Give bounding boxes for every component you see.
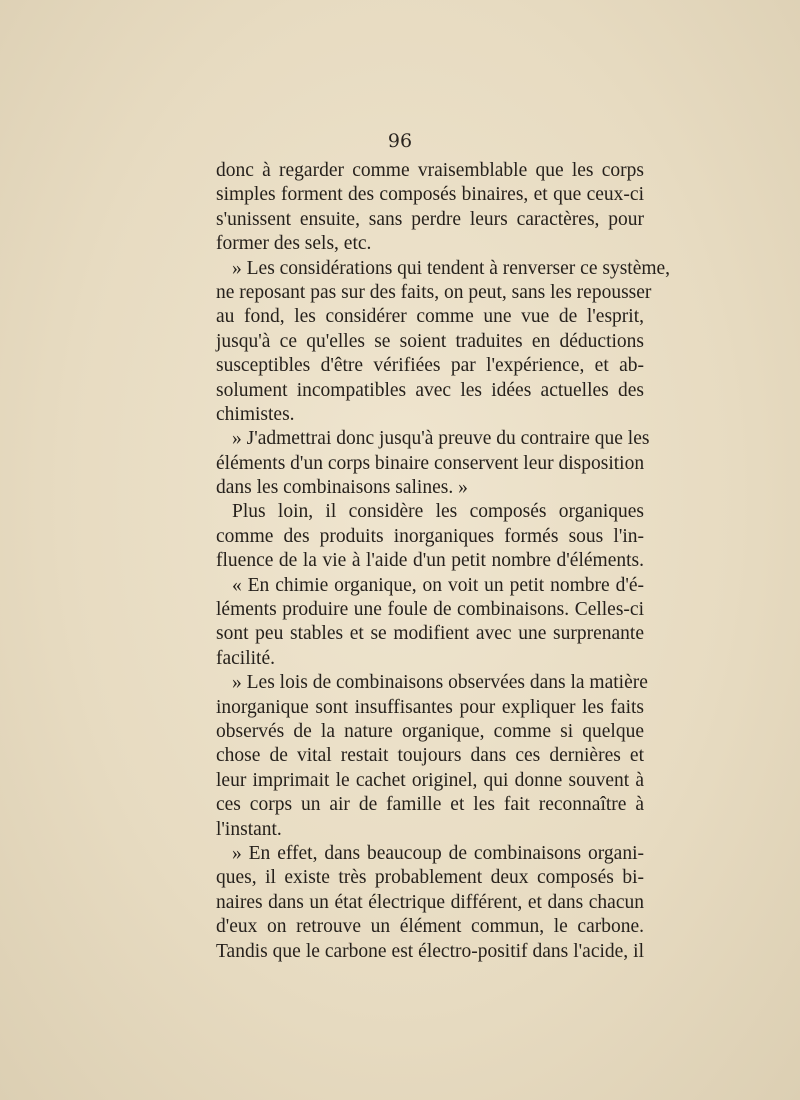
text-line: inorganique sont insuffisantes pour expliquer les faits xyxy=(216,696,644,718)
text-line: naires dans un état électrique différent, et dans chacun xyxy=(216,891,644,913)
text-line: facilité. xyxy=(216,647,276,669)
text-line: Plus loin, il considère les composés organiques xyxy=(232,501,644,523)
text-line: susceptibles d'être vérifiées par l'expérience, et ab- xyxy=(216,355,644,377)
text-line: jusqu'à ce qu'elles se soient traduites en déductions xyxy=(216,330,644,352)
text-line: » Les considérations qui tendent à renverser ce système, xyxy=(232,257,671,279)
text-line: » Les lois de combinaisons observées dans la matière xyxy=(232,672,648,694)
text-line: ne reposant pas sur des faits, on peut, sans les repousser xyxy=(216,281,652,303)
text-line: Tandis que le carbone est électro-positif dans l'acide, il xyxy=(216,940,644,962)
text-line: « En chimie organique, on voit un petit nombre d'é- xyxy=(232,574,644,596)
text-line: ces corps un air de famille et les fait reconnaître à xyxy=(216,794,644,816)
text-line: au fond, les considérer comme une vue de l'esprit, xyxy=(216,306,644,328)
body-text xyxy=(216,159,671,964)
text-line: fluence de la vie à l'aide d'un petit nombre d'éléments. xyxy=(216,550,644,572)
text-line: chimistes. xyxy=(216,403,295,425)
text-line: léments produire une foule de combinaisons. Celles-ci xyxy=(216,599,644,621)
page-number: 96 xyxy=(387,130,413,152)
text-line: sont peu stables et se modifient avec une surprenante xyxy=(216,623,644,645)
text-line: chose de vital restait toujours dans ces dernières et xyxy=(216,745,644,767)
text-line: comme des produits inorganiques formés sous l'in- xyxy=(216,525,644,547)
text-line: former des sels, etc. xyxy=(216,233,372,255)
text-line: d'eux on retrouve un élément commun, le carbone. xyxy=(216,916,644,938)
text-line: solument incompatibles avec les idées actuelles des xyxy=(216,379,644,401)
text-line: ques, il existe très probablement deux composés bi- xyxy=(216,867,644,889)
text-line: dans les combinaisons salines. » xyxy=(216,477,468,499)
text-line: l'instant. xyxy=(216,818,282,840)
text-line: simples forment des composés binaires, et que ceux-ci xyxy=(216,184,644,206)
text-line: observés de la nature organique, comme si quelque xyxy=(216,720,644,742)
text-line: donc à regarder comme vraisemblable que les corps xyxy=(216,160,644,181)
text-line: leur imprimait le cachet originel, qui donne souvent à xyxy=(216,769,644,791)
text-line: » J'admettrai donc jusqu'à preuve du contraire que les xyxy=(232,428,650,450)
text-line: éléments d'un corps binaire conservent leur disposition xyxy=(216,452,645,474)
text-line: s'unissent ensuite, sans perdre leurs caractères, pour xyxy=(216,208,644,230)
text-line: » En effet, dans beaucoup de combinaisons organi- xyxy=(232,842,644,864)
